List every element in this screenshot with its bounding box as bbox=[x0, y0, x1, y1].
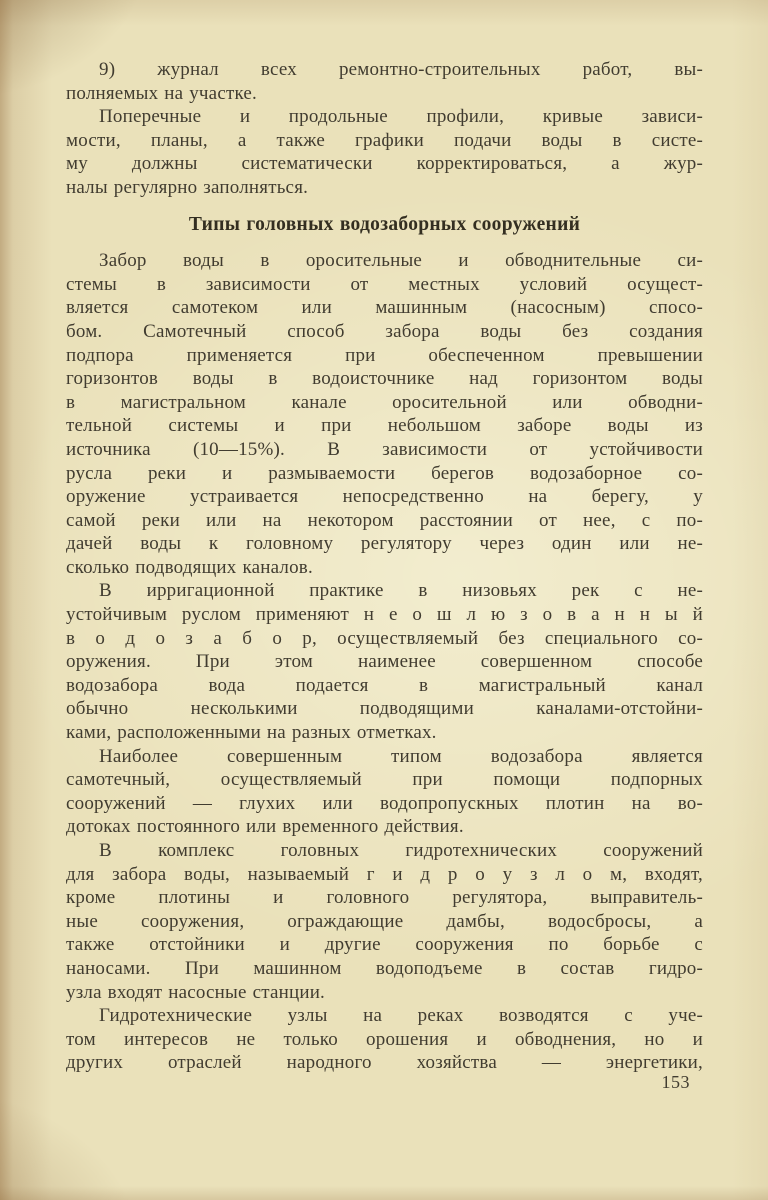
text-line: в магистральном канале оросительной или обводни- bbox=[66, 391, 703, 413]
text-line: Гидротехнические узлы на реках возводятся с уче- bbox=[99, 1005, 703, 1027]
section-heading: Типы головных водозаборных сооружений bbox=[188, 213, 581, 235]
text-line: наносами. При машинном водоподъеме в состав гидро- bbox=[66, 957, 703, 979]
text-line: в о д о з а б о р, осуществляемый без специального со- bbox=[66, 627, 703, 649]
text-line: В ирригационной практике в низовьях рек с не- bbox=[99, 580, 703, 602]
text-line: самой реки или на некотором расстоянии от нее, с по- bbox=[66, 509, 703, 531]
text-line: водозабора вода подается в магистральный канал bbox=[66, 674, 703, 696]
text-line: оружение устраивается непосредственно на берегу, у bbox=[66, 486, 703, 508]
text-line: обычно несколькими подводящими каналами-отстойни- bbox=[66, 698, 703, 720]
text-line: му должны систематически корректироваться, а жур- bbox=[66, 153, 703, 175]
text-line: дотоках постоянного или временного действия. bbox=[66, 816, 464, 838]
text-line: самотечный, осуществляемый при помощи подпорных bbox=[66, 769, 703, 791]
text-line: русла реки и размываемости берегов водозаборное со- bbox=[66, 462, 703, 484]
text-line: тельной системы и при небольшом заборе воды из bbox=[66, 415, 703, 437]
text-line: полняемых на участке. bbox=[66, 82, 257, 104]
text-line: вляется самотеком или машинным (насосным) спосо- bbox=[66, 297, 703, 319]
text-line: подпора применяется при обеспеченном превышении bbox=[66, 344, 703, 366]
text-line: кроме плотины и головного регулятора, выправитель- bbox=[66, 887, 703, 909]
text-line: источника (10—15%). В зависимости от устойчивости bbox=[66, 438, 703, 460]
text-line: бом. Самотечный способ забора воды без создания bbox=[66, 320, 703, 342]
text-line: узла входят насосные станции. bbox=[66, 981, 326, 1003]
text-line: горизонтов воды в водоисточнике над горизонтом воды bbox=[66, 368, 703, 390]
text-line: мости, планы, а также графики подачи воды в систе- bbox=[66, 129, 703, 151]
page-number: 153 bbox=[661, 1072, 690, 1092]
text-line: устойчивым руслом применяют н е о ш л ю з о в а н н ы й bbox=[66, 604, 703, 626]
text-line: ные сооружения, ограждающие дамбы, водосбросы, а bbox=[66, 910, 703, 932]
text-line: Наиболее совершенным типом водозабора является bbox=[99, 745, 703, 767]
text-line: ками, расположенными на разных отметках. bbox=[66, 722, 437, 744]
text-line: также отстойники и другие сооружения по борьбе с bbox=[66, 934, 703, 956]
text-line: Поперечные и продольные профили, кривые зависи- bbox=[99, 106, 703, 128]
text-block bbox=[66, 58, 703, 1075]
text-line: оружения. При этом наименее совершенном способе bbox=[66, 651, 703, 673]
text-line: других отраслей народного хозяйства — энергетики, bbox=[66, 1052, 703, 1074]
text-line: стемы в зависимости от местных условий осущест- bbox=[66, 273, 703, 295]
text-line: В комплекс головных гидротехнических сооружений bbox=[99, 840, 703, 861]
text-line: дачей воды к головному регулятору через один или не- bbox=[66, 533, 703, 555]
text-line: сколько подводящих каналов. bbox=[66, 556, 313, 578]
text-line: сооружений — глухих или водопропускных плотин на во- bbox=[66, 792, 703, 814]
text-line: 9) журнал всех ремонтно-строительных работ, вы- bbox=[99, 59, 703, 80]
text-line: налы регулярно заполняться. bbox=[66, 176, 309, 198]
text-line: Забор воды в оросительные и обводнительные си- bbox=[99, 250, 703, 272]
text-line: для забора воды, называемый г и д р о у з л о м, входят, bbox=[66, 863, 703, 885]
text-line: том интересов не только орошения и обводнения, но и bbox=[66, 1028, 703, 1050]
